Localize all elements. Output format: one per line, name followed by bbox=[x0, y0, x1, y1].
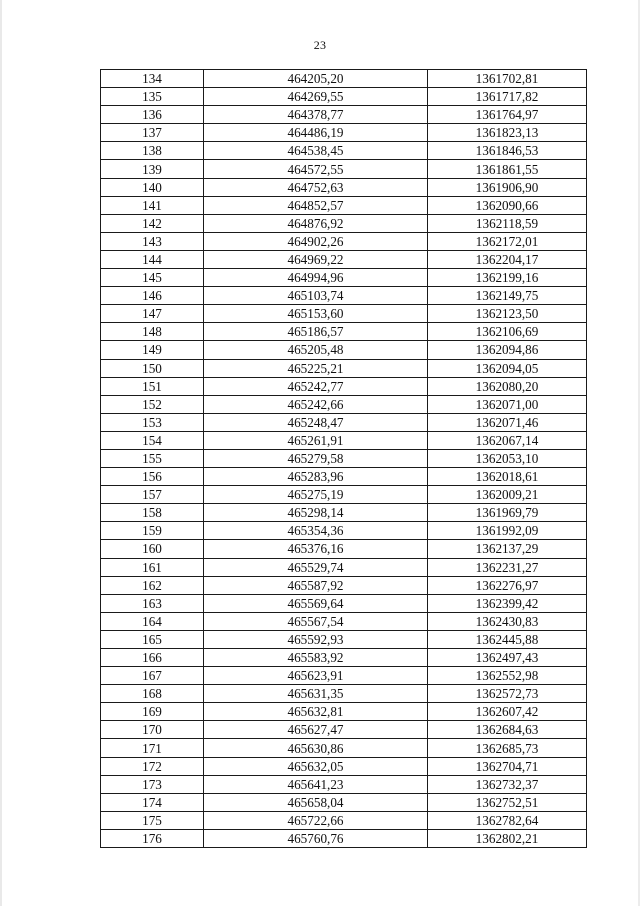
table-row bbox=[101, 449, 587, 467]
table-row bbox=[101, 685, 587, 703]
y-coordinate-cell: 1361846,53 bbox=[428, 142, 587, 160]
table-row bbox=[101, 630, 587, 648]
x-coordinate-cell: 464269,55 bbox=[204, 88, 428, 106]
y-coordinate-cell: 1362430,83 bbox=[428, 612, 587, 630]
point-number-cell: 166 bbox=[101, 649, 204, 667]
point-number-cell: 147 bbox=[101, 305, 204, 323]
table-row bbox=[101, 70, 587, 88]
x-coordinate-cell: 465103,74 bbox=[204, 287, 428, 305]
y-coordinate-cell: 1362607,42 bbox=[428, 703, 587, 721]
point-number-cell: 173 bbox=[101, 775, 204, 793]
point-number-cell: 154 bbox=[101, 431, 204, 449]
table-row bbox=[101, 757, 587, 775]
y-coordinate-cell: 1362199,16 bbox=[428, 269, 587, 287]
y-coordinate-cell: 1362137,29 bbox=[428, 540, 587, 558]
table-row bbox=[101, 721, 587, 739]
y-coordinate-cell: 1362106,69 bbox=[428, 323, 587, 341]
point-number-cell: 135 bbox=[101, 88, 204, 106]
x-coordinate-cell: 465630,86 bbox=[204, 739, 428, 757]
y-coordinate-cell: 1362732,37 bbox=[428, 775, 587, 793]
x-coordinate-cell: 464902,26 bbox=[204, 232, 428, 250]
x-coordinate-cell: 465722,66 bbox=[204, 811, 428, 829]
y-coordinate-cell: 1361702,81 bbox=[428, 70, 587, 88]
coordinates-table-body bbox=[101, 70, 587, 848]
y-coordinate-cell: 1361717,82 bbox=[428, 88, 587, 106]
point-number-cell: 152 bbox=[101, 395, 204, 413]
x-coordinate-cell: 465248,47 bbox=[204, 413, 428, 431]
y-coordinate-cell: 1362231,27 bbox=[428, 558, 587, 576]
table-row bbox=[101, 486, 587, 504]
point-number-cell: 136 bbox=[101, 106, 204, 124]
point-number-cell: 155 bbox=[101, 449, 204, 467]
point-number-cell: 162 bbox=[101, 576, 204, 594]
y-coordinate-cell: 1362071,00 bbox=[428, 395, 587, 413]
point-number-cell: 157 bbox=[101, 486, 204, 504]
x-coordinate-cell: 464378,77 bbox=[204, 106, 428, 124]
y-coordinate-cell: 1362552,98 bbox=[428, 667, 587, 685]
x-coordinate-cell: 465376,16 bbox=[204, 540, 428, 558]
point-number-cell: 158 bbox=[101, 504, 204, 522]
table-row bbox=[101, 160, 587, 178]
table-row bbox=[101, 305, 587, 323]
scan-edge-left bbox=[0, 0, 2, 906]
x-coordinate-cell: 465623,91 bbox=[204, 667, 428, 685]
table-row bbox=[101, 178, 587, 196]
y-coordinate-cell: 1362172,01 bbox=[428, 232, 587, 250]
point-number-cell: 138 bbox=[101, 142, 204, 160]
table-row bbox=[101, 594, 587, 612]
table-row bbox=[101, 576, 587, 594]
table-row bbox=[101, 142, 587, 160]
x-coordinate-cell: 464205,20 bbox=[204, 70, 428, 88]
x-coordinate-cell: 465592,93 bbox=[204, 630, 428, 648]
y-coordinate-cell: 1362018,61 bbox=[428, 468, 587, 486]
x-coordinate-cell: 465242,66 bbox=[204, 395, 428, 413]
y-coordinate-cell: 1362094,05 bbox=[428, 359, 587, 377]
point-number-cell: 137 bbox=[101, 124, 204, 142]
x-coordinate-cell: 465658,04 bbox=[204, 793, 428, 811]
x-coordinate-cell: 464752,63 bbox=[204, 178, 428, 196]
y-coordinate-cell: 1362094,86 bbox=[428, 341, 587, 359]
point-number-cell: 169 bbox=[101, 703, 204, 721]
x-coordinate-cell: 464852,57 bbox=[204, 196, 428, 214]
point-number-cell: 150 bbox=[101, 359, 204, 377]
y-coordinate-cell: 1362684,63 bbox=[428, 721, 587, 739]
y-coordinate-cell: 1362080,20 bbox=[428, 377, 587, 395]
table-row bbox=[101, 232, 587, 250]
x-coordinate-cell: 465186,57 bbox=[204, 323, 428, 341]
x-coordinate-cell: 465641,23 bbox=[204, 775, 428, 793]
x-coordinate-cell: 465354,36 bbox=[204, 522, 428, 540]
y-coordinate-cell: 1362752,51 bbox=[428, 793, 587, 811]
table-row bbox=[101, 504, 587, 522]
x-coordinate-cell: 465587,92 bbox=[204, 576, 428, 594]
point-number-cell: 164 bbox=[101, 612, 204, 630]
table-row bbox=[101, 287, 587, 305]
table-row bbox=[101, 395, 587, 413]
point-number-cell: 146 bbox=[101, 287, 204, 305]
y-coordinate-cell: 1362802,21 bbox=[428, 829, 587, 847]
x-coordinate-cell: 465583,92 bbox=[204, 649, 428, 667]
x-coordinate-cell: 465279,58 bbox=[204, 449, 428, 467]
y-coordinate-cell: 1362276,97 bbox=[428, 576, 587, 594]
y-coordinate-cell: 1361764,97 bbox=[428, 106, 587, 124]
point-number-cell: 174 bbox=[101, 793, 204, 811]
y-coordinate-cell: 1362445,88 bbox=[428, 630, 587, 648]
x-coordinate-cell: 465632,05 bbox=[204, 757, 428, 775]
point-number-cell: 171 bbox=[101, 739, 204, 757]
x-coordinate-cell: 465632,81 bbox=[204, 703, 428, 721]
x-coordinate-cell: 465283,96 bbox=[204, 468, 428, 486]
table-row bbox=[101, 649, 587, 667]
x-coordinate-cell: 465631,35 bbox=[204, 685, 428, 703]
x-coordinate-cell: 465298,14 bbox=[204, 504, 428, 522]
x-coordinate-cell: 464538,45 bbox=[204, 142, 428, 160]
page-number: 23 bbox=[313, 38, 327, 52]
point-number-cell: 134 bbox=[101, 70, 204, 88]
x-coordinate-cell: 464486,19 bbox=[204, 124, 428, 142]
table-row bbox=[101, 612, 587, 630]
point-number-cell: 143 bbox=[101, 232, 204, 250]
point-number-cell: 165 bbox=[101, 630, 204, 648]
y-coordinate-cell: 1361823,13 bbox=[428, 124, 587, 142]
point-number-cell: 142 bbox=[101, 214, 204, 232]
y-coordinate-cell: 1361861,55 bbox=[428, 160, 587, 178]
table-row bbox=[101, 522, 587, 540]
point-number-cell: 151 bbox=[101, 377, 204, 395]
x-coordinate-cell: 464572,55 bbox=[204, 160, 428, 178]
table-row bbox=[101, 431, 587, 449]
y-coordinate-cell: 1362149,75 bbox=[428, 287, 587, 305]
y-coordinate-cell: 1361992,09 bbox=[428, 522, 587, 540]
point-number-cell: 175 bbox=[101, 811, 204, 829]
x-coordinate-cell: 465569,64 bbox=[204, 594, 428, 612]
point-number-cell: 149 bbox=[101, 341, 204, 359]
y-coordinate-cell: 1362118,59 bbox=[428, 214, 587, 232]
table-row bbox=[101, 250, 587, 268]
y-coordinate-cell: 1362782,64 bbox=[428, 811, 587, 829]
y-coordinate-cell: 1362067,14 bbox=[428, 431, 587, 449]
x-coordinate-cell: 465153,60 bbox=[204, 305, 428, 323]
point-number-cell: 168 bbox=[101, 685, 204, 703]
y-coordinate-cell: 1361906,90 bbox=[428, 178, 587, 196]
y-coordinate-cell: 1362685,73 bbox=[428, 739, 587, 757]
y-coordinate-cell: 1362009,21 bbox=[428, 486, 587, 504]
x-coordinate-cell: 464969,22 bbox=[204, 250, 428, 268]
point-number-cell: 148 bbox=[101, 323, 204, 341]
x-coordinate-cell: 465760,76 bbox=[204, 829, 428, 847]
table-row bbox=[101, 106, 587, 124]
y-coordinate-cell: 1362399,42 bbox=[428, 594, 587, 612]
y-coordinate-cell: 1362572,73 bbox=[428, 685, 587, 703]
y-coordinate-cell: 1362071,46 bbox=[428, 413, 587, 431]
table-row bbox=[101, 377, 587, 395]
y-coordinate-cell: 1362053,10 bbox=[428, 449, 587, 467]
y-coordinate-cell: 1362704,71 bbox=[428, 757, 587, 775]
table-row bbox=[101, 558, 587, 576]
point-number-cell: 161 bbox=[101, 558, 204, 576]
coordinates-table bbox=[100, 69, 587, 848]
x-coordinate-cell: 465225,21 bbox=[204, 359, 428, 377]
table-row bbox=[101, 323, 587, 341]
point-number-cell: 156 bbox=[101, 468, 204, 486]
x-coordinate-cell: 465261,91 bbox=[204, 431, 428, 449]
table-row bbox=[101, 413, 587, 431]
table-row bbox=[101, 793, 587, 811]
point-number-cell: 163 bbox=[101, 594, 204, 612]
table-row bbox=[101, 359, 587, 377]
point-number-cell: 159 bbox=[101, 522, 204, 540]
table-row bbox=[101, 540, 587, 558]
x-coordinate-cell: 464876,92 bbox=[204, 214, 428, 232]
table-row bbox=[101, 468, 587, 486]
x-coordinate-cell: 465205,48 bbox=[204, 341, 428, 359]
table-row bbox=[101, 196, 587, 214]
point-number-cell: 167 bbox=[101, 667, 204, 685]
table-row bbox=[101, 341, 587, 359]
table-row bbox=[101, 124, 587, 142]
x-coordinate-cell: 465275,19 bbox=[204, 486, 428, 504]
x-coordinate-cell: 465242,77 bbox=[204, 377, 428, 395]
point-number-cell: 144 bbox=[101, 250, 204, 268]
table-row bbox=[101, 667, 587, 685]
table-row bbox=[101, 811, 587, 829]
x-coordinate-cell: 465627,47 bbox=[204, 721, 428, 739]
table-row bbox=[101, 269, 587, 287]
table-row bbox=[101, 739, 587, 757]
table-row bbox=[101, 214, 587, 232]
point-number-cell: 176 bbox=[101, 829, 204, 847]
point-number-cell: 141 bbox=[101, 196, 204, 214]
point-number-cell: 160 bbox=[101, 540, 204, 558]
point-number-cell: 140 bbox=[101, 178, 204, 196]
y-coordinate-cell: 1361969,79 bbox=[428, 504, 587, 522]
x-coordinate-cell: 464994,96 bbox=[204, 269, 428, 287]
table-row bbox=[101, 88, 587, 106]
point-number-cell: 170 bbox=[101, 721, 204, 739]
point-number-cell: 139 bbox=[101, 160, 204, 178]
y-coordinate-cell: 1362123,50 bbox=[428, 305, 587, 323]
point-number-cell: 145 bbox=[101, 269, 204, 287]
table-row bbox=[101, 829, 587, 847]
point-number-cell: 153 bbox=[101, 413, 204, 431]
y-coordinate-cell: 1362497,43 bbox=[428, 649, 587, 667]
table-row bbox=[101, 775, 587, 793]
y-coordinate-cell: 1362204,17 bbox=[428, 250, 587, 268]
x-coordinate-cell: 465567,54 bbox=[204, 612, 428, 630]
y-coordinate-cell: 1362090,66 bbox=[428, 196, 587, 214]
table-row bbox=[101, 703, 587, 721]
x-coordinate-cell: 465529,74 bbox=[204, 558, 428, 576]
point-number-cell: 172 bbox=[101, 757, 204, 775]
